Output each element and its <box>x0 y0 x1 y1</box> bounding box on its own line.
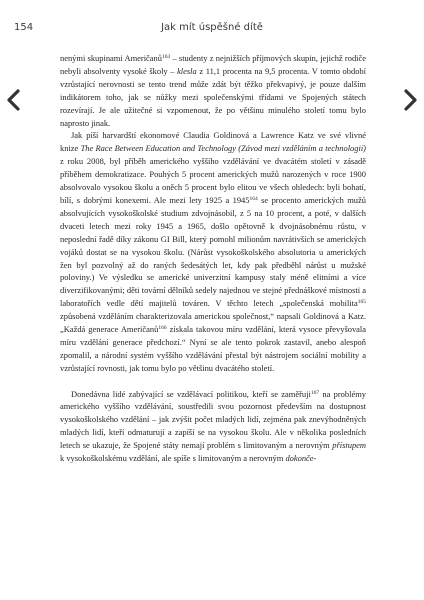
page-number: 154 <box>14 22 34 33</box>
text-run: z roku 2008, byl příběh amerického vyššího vzdělávání ve dvacátém století v zásadě příběhem demokratizace. Pouhých 5 procent amerických mužů narozených v roce 1900 absolvovalo vysokou školu a oněch 5 procent bylo elitou ve všech ohledech: byli bohatí, bílí, s dobrými konexemi. Ale mezi lety 1925 a 1945 <box>60 156 366 205</box>
text-run: získala takovou míru vzdělání, která vysoce převyšovala míru vzdělání generace předchozí.“ Nyní se ale tento pokrok zastavil, anebo alespoň zpomalil, a národní systém vyššího vzdělávání přestal být nástrojem sociální mobility a vzrůstající rovnosti, jak tomu bylo po většinu dvacátého století. <box>60 324 367 373</box>
emphasized-text: dokonče- <box>285 453 317 464</box>
body-paragraph <box>60 129 366 374</box>
text-run: Donedávna lidé zabývající se vzdělávací politikou, kteří se zaměřuji <box>71 388 311 399</box>
footnote-marker: 165 <box>357 299 366 306</box>
text-run: se procento amerických mužů absolvujících vysokoškolské studium zdvojnásobil, z 5 na 10 procent, a poté, v dalších dvaceti letech mezi roky 1945 a 1965, došlo opětovně k dvojnásobnému růstu, v neposlední řadě díky zákonu GI Bill, který pomohl milionům navrátivších se amerických vojáků dostat se na vysokou školu. (Nárůst vysokoškolského absolutoria u amerických žen byl pozvolný až do raných šedesátých let, kdy pak předběhl nárůst u mužské poloviny.) Ve výsledku se americké univerzitní kampusy staly méně elitními a více diverzifikovanými; děti tovární dělníků sedely najednou ve stejné přednáškové místnosti a laboratořích vedle dětí majitelů továren. V těchto letech „společenská mobilita <box>60 194 366 309</box>
text-run: k vysokoškolskému vzdělání, ale spíše s limitovaným a nerovným <box>60 453 286 464</box>
chevron-right-icon <box>400 86 420 114</box>
emphasized-text: The Race Between Education and Technology (Závod mezi vzděláním a technologií) <box>80 143 366 154</box>
body-paragraph <box>60 388 366 465</box>
footnote-marker: 166 <box>158 325 167 332</box>
page-body-text <box>60 52 366 465</box>
next-page-button[interactable] <box>400 86 420 114</box>
footnote-marker: 167 <box>310 389 320 396</box>
emphasized-text: klesla <box>177 65 197 76</box>
running-title: Jak mít úspěšné dítě <box>161 22 263 33</box>
previous-page-button[interactable] <box>4 86 24 114</box>
text-run: z 11,1 procenta na 9,5 procenta. V tomto období vzrůstající nerovnosti se tento trend může zdát být těžko překvapivý, je pouze dalším indikátorem toho, jak se nůžky mezi společenskými třídami ve Spojených státech rozevírají. Je ale užitečné si vzpomenout, že po většinu minulého století tomu bylo naprosto jinak. <box>60 65 366 128</box>
footnote-marker: 163 <box>161 54 171 60</box>
body-paragraph <box>60 52 366 129</box>
text-run: – studenty z nejnižších příjmových skupin, jejichž rodiče nebyli absolventy vysoké školy – <box>60 53 366 76</box>
footnote-marker: 164 <box>249 195 258 202</box>
page-header <box>0 21 424 35</box>
emphasized-text: přístupem <box>332 440 366 451</box>
text-run: způsobená vzděláním charakterizovala americkou společnost,“ napsali Goldinová a Katz. „Každá generace Američanů <box>60 311 366 335</box>
text-run: nenými skupinami Američanů <box>60 53 162 63</box>
text-run: na problémy amerického vyššího vzdělávání, soustředili svou pozornost především na dostupnost vysokoškolského vzdělání – jak zvýšit počet mladých lidí, zejména pak znevýhodněných mladých lidí, kteří odmaturují a zapíší se na vysokou školu. Ale v několika posledních letech se ukazuje, že Spojené státy nemají problém s limitovaným a nerovným <box>60 388 366 451</box>
text-run: Jak píší harvardští ekonomové Claudia Goldinová a Lawrence Katz ve své vlivné knize <box>60 130 366 154</box>
chevron-left-icon <box>4 86 24 114</box>
